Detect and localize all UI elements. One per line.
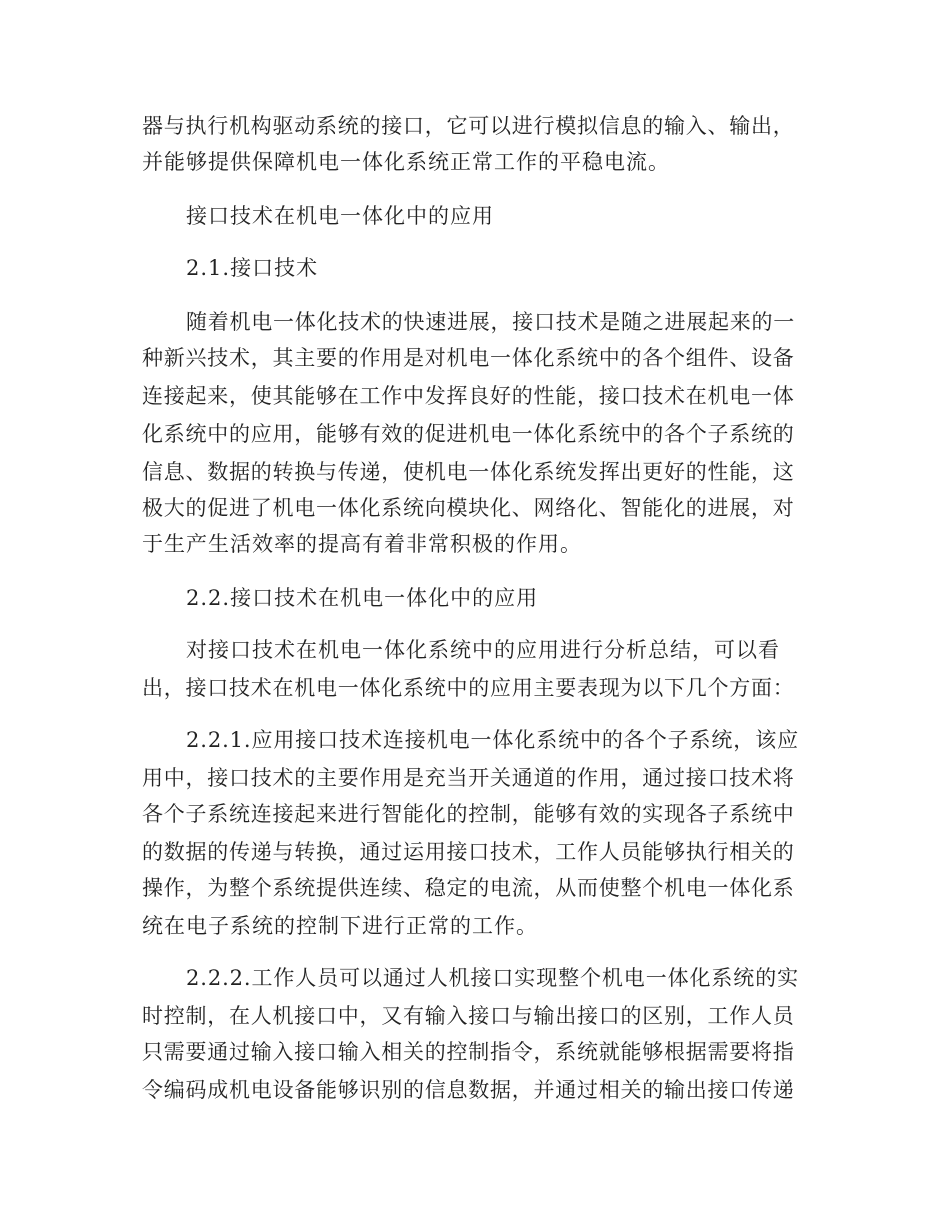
section-heading: 2.1.接口技术 xyxy=(186,256,319,280)
text-line: 操作，为整个系统提供连续、稳定的电流，从而使整个机电一体化系 xyxy=(142,876,795,900)
text-line: 2.2.2.工作人员可以通过人机接口实现整个机电一体化系统的实 xyxy=(186,966,800,990)
text-line: 用中，接口技术的主要作用是充当开关通道的作用，通过接口技术将 xyxy=(142,766,795,790)
text-line: 对接口技术在机电一体化系统中的应用进行分析总结，可以看 xyxy=(186,638,780,662)
text-line: 2.2.1.应用接口技术连接机电一体化系统中的各个子系统，该应 xyxy=(186,728,800,752)
text-line: 令编码成机电设备能够识别的信息数据，并通过相关的输出接口传递 xyxy=(142,1078,795,1102)
text-line: 信息、数据的转换与传递，使机电一体化系统发挥出更好的性能，这 xyxy=(142,460,795,484)
section-heading: 接口技术在机电一体化中的应用 xyxy=(186,204,494,228)
text-line: 只需要通过输入接口输入相关的控制指令，系统就能够根据需要将指 xyxy=(142,1040,795,1064)
text-line: 极大的促进了机电一体化系统向模块化、网络化、智能化的进展，对 xyxy=(142,496,795,520)
text-line: 统在电子系统的控制下进行正常的工作。 xyxy=(142,914,538,938)
text-line: 时控制，在人机接口中，又有输入接口与输出接口的区别，工作人员 xyxy=(142,1004,795,1028)
section-heading: 2.2.接口技术在机电一体化中的应用 xyxy=(186,586,539,610)
text-line: 化系统中的应用，能够有效的促进机电一体化系统中的各个子系统的 xyxy=(142,422,795,446)
text-line: 连接起来，使其能够在工作中发挥良好的性能，接口技术在机电一体 xyxy=(142,384,795,408)
text-line: 器与执行机构驱动系统的接口，它可以进行模拟信息的输入、输出， xyxy=(142,114,795,138)
text-line: 随着机电一体化技术的快速进展，接口技术是随之进展起来的一 xyxy=(186,310,795,334)
text-line: 种新兴技术，其主要的作用是对机电一体化系统中的各个组件、设备 xyxy=(142,346,795,370)
text-line: 的数据的传递与转换，通过运用接口技术，工作人员能够执行相关的 xyxy=(142,840,795,864)
text-line: 各个子系统连接起来进行智能化的控制，能够有效的实现各子系统中 xyxy=(142,802,795,826)
text-line: 并能够提供保障机电一体化系统正常工作的平稳电流。 xyxy=(142,150,670,174)
text-line: 于生产生活效率的提高有着非常积极的作用。 xyxy=(142,532,582,556)
text-line: 出，接口技术在机电一体化系统中的应用主要表现为以下几个方面： xyxy=(142,676,795,700)
